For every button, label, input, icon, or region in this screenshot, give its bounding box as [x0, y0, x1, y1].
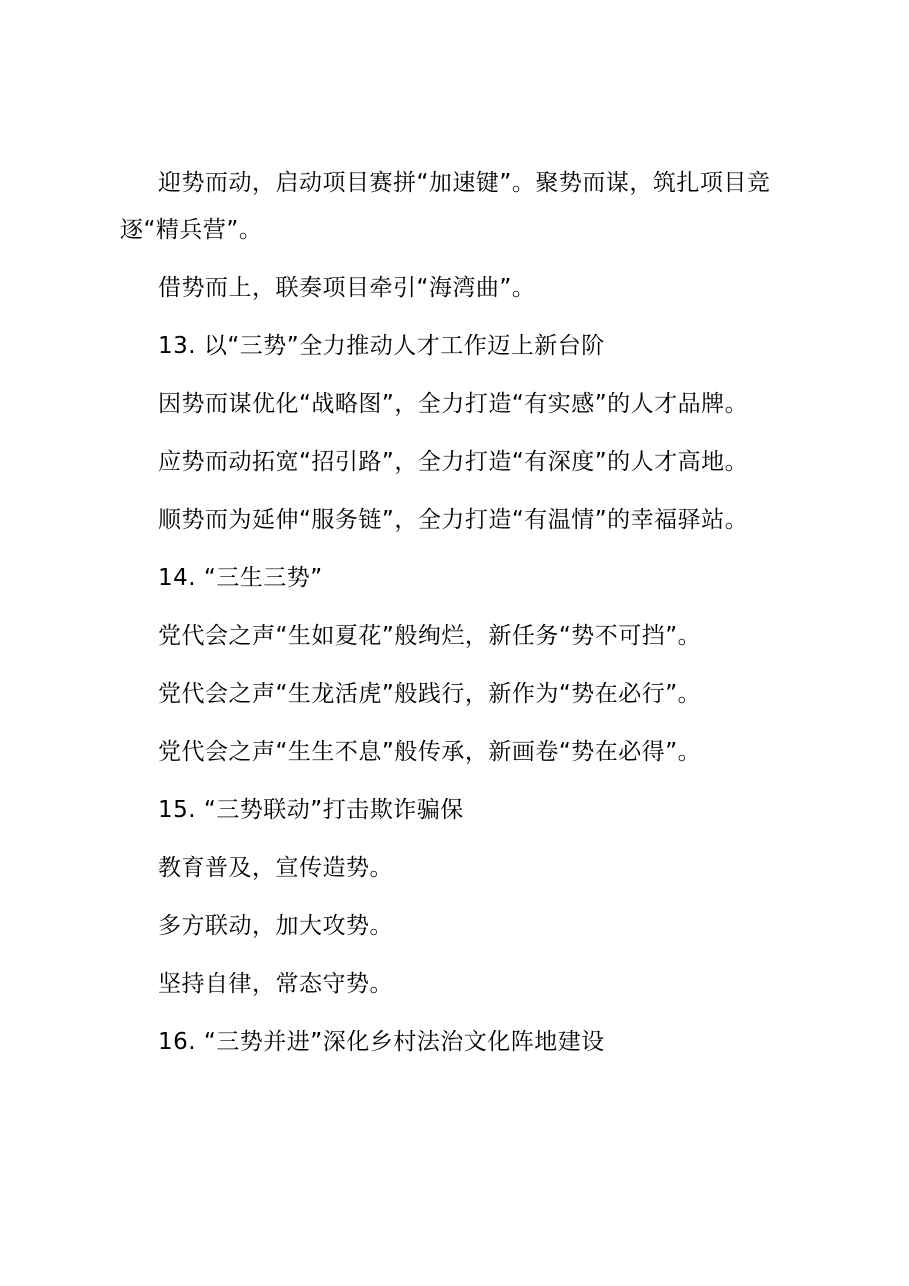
paragraph-2: 借势而上，联奏项目牵引“海湾曲”。	[158, 275, 536, 301]
paragraph-8: 党代会之声“生生不息”般传承，新画卷“势在必得”。	[158, 739, 702, 765]
paragraph-6: 党代会之声“生如夏花”般绚烂，新任务“势不可挡”。	[158, 623, 702, 649]
paragraph-1: 迎势而动，启动项目赛拼“加速键”。聚势而谋，筑扎项目竞逐“精兵营”。	[120, 170, 771, 243]
paragraph-7: 党代会之声“生龙活虎”般践行，新作为“势在必行”。	[158, 681, 702, 707]
paragraph-5: 顺势而为延伸“服务链”，全力打造“有温情”的幸福驿站。	[158, 507, 749, 533]
section-heading-13: 13. 以“三势”全力推动人才工作迈上新台阶	[158, 333, 605, 359]
paragraph-10: 多方联动，加大攻势。	[158, 913, 393, 939]
section-heading-14: 14. “三生三势”	[158, 565, 323, 591]
paragraph-9: 教育普及，宣传造势。	[158, 855, 393, 881]
section-heading-16: 16. “三势并进”深化乡村法治文化阵地建设	[158, 1029, 605, 1055]
paragraph-3: 因势而谋优化“战略图”，全力打造“有实感”的人才品牌。	[158, 391, 749, 417]
section-heading-15: 15. “三势联动”打击欺诈骗保	[158, 797, 464, 823]
document-body	[120, 160, 800, 1066]
paragraph-11: 坚持自律，常态守势。	[158, 971, 393, 997]
paragraph-4: 应势而动拓宽“招引路”，全力打造“有深度”的人才高地。	[158, 449, 749, 475]
